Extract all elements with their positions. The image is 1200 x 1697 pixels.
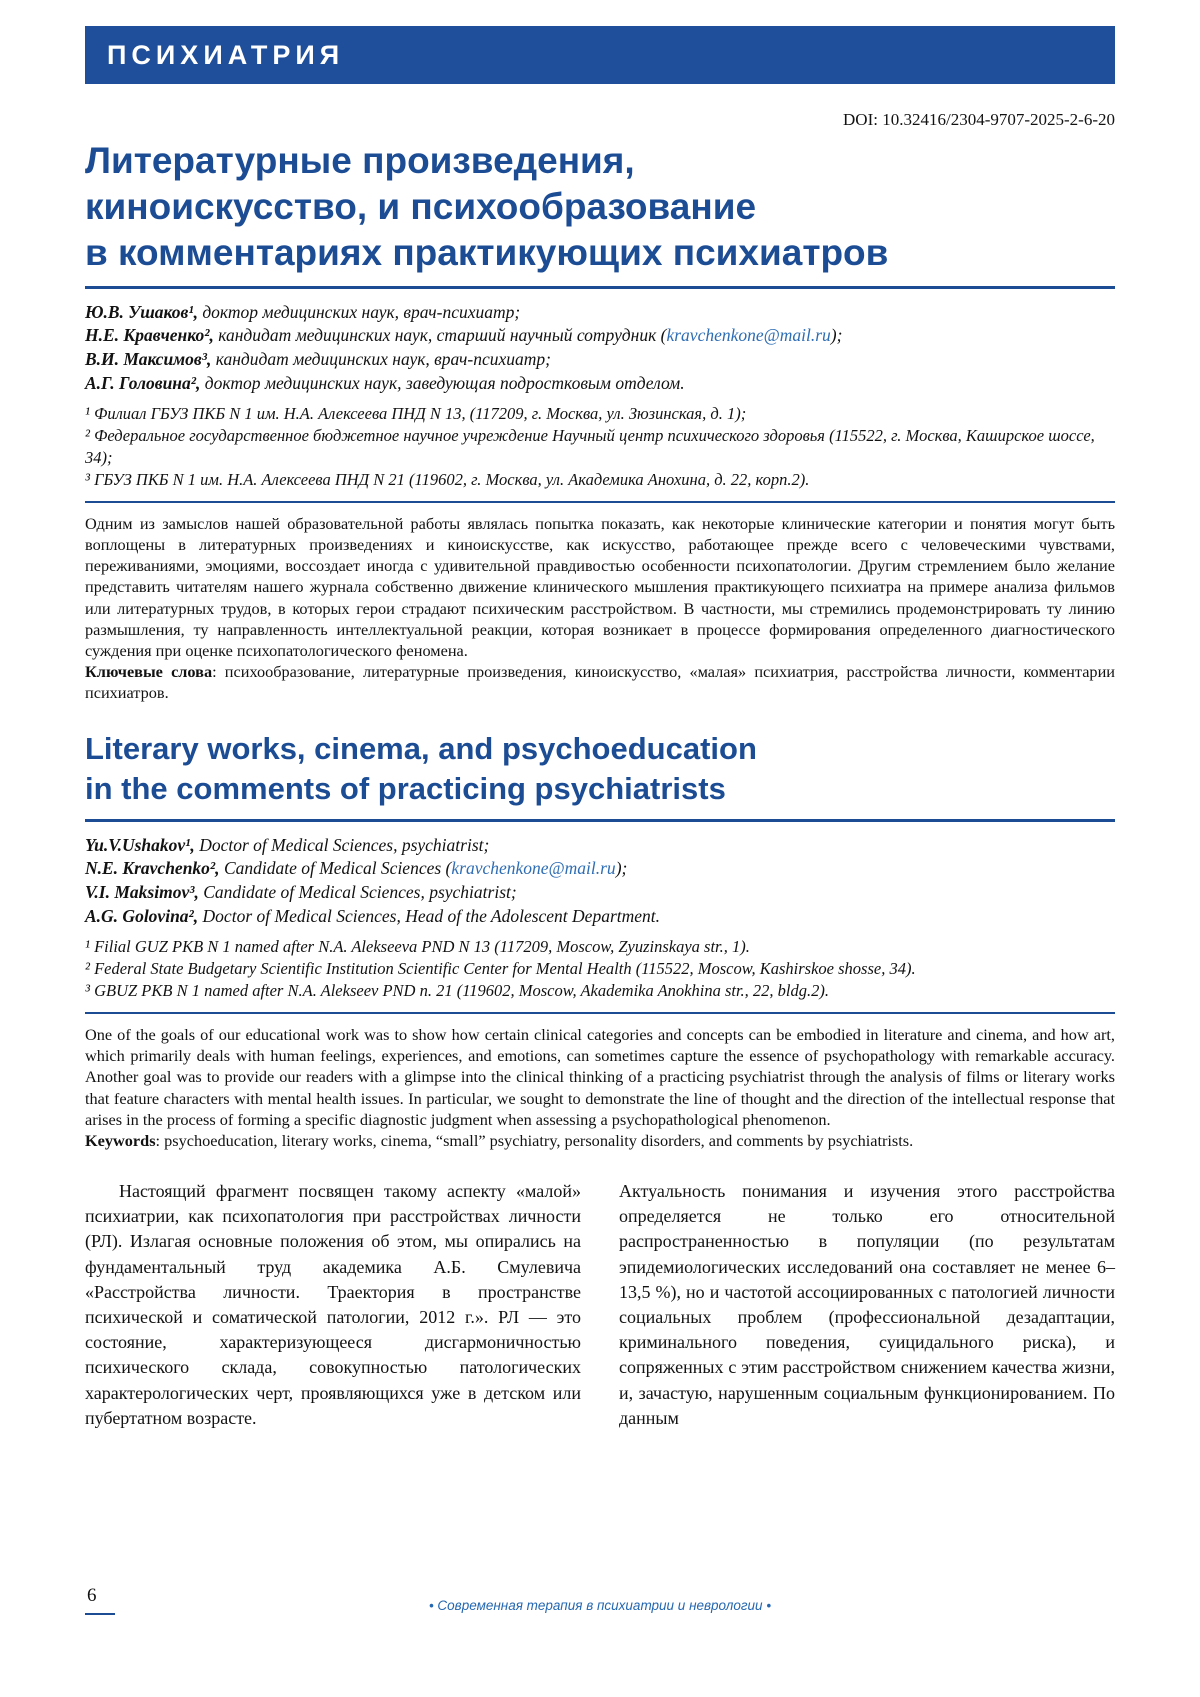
- author-role: Doctor of Medical Sciences, psychiatrist;: [194, 834, 490, 855]
- abstract-en: One of the goals of our educational work was to show how certain clinical categories and concepts can be embodied in literature and cinema, and how art, which primarily deals with human feelings, experiences, and emotions, can sometimes capture the essence of psychopathology with remarkable accuracy. Another goal was to provide our readers with a glimpse into the clinical thinking of a practicing psychiatrist through the analysis of films or literary works that feature characters with mental health issues. In particular, we sought to demonstrate the line of thought and the direction of the intellectual response that arises in the process of forming a specific diagnostic judgment when assessing a psychopathological phenomenon.: [85, 1025, 1115, 1129]
- affiliation-line: ¹ Filial GUZ PKB N 1 named after N.A. Alekseeva PND N 13 (117209, Moscow, Zyuzinskaya str., 1).: [85, 937, 750, 957]
- body-column-left: [85, 1179, 581, 1431]
- body-text: [85, 1179, 1115, 1431]
- author-line: [85, 348, 1115, 372]
- footer-left: [85, 1585, 155, 1615]
- affiliations-ru: [85, 403, 1115, 491]
- author-role: кандидат медицинских наук, врач-психиатр;: [211, 348, 551, 369]
- title-rule-ru: [85, 286, 1115, 289]
- authors-ru: [85, 301, 1115, 396]
- doi: DOI: 10.32416/2304-9707-2025-2-6-20: [843, 110, 1115, 129]
- page-number: 6: [85, 1585, 115, 1615]
- affiliation-line: ² Федеральное государственное бюджетное научное учреждение Научный центр психического здоровья (115522, г. Москва, Каширское шоссе, 34);: [85, 426, 1095, 467]
- author-role-after: );: [615, 858, 628, 879]
- author-name: А.Г. Головина²,: [85, 372, 201, 393]
- affiliation-line: ³ ГБУЗ ПКБ N 1 им. Н.А. Алексеева ПНД N 21 (119602, г. Москва, ул. Академика Анохина, д. 22, корп.2).: [85, 469, 810, 489]
- keywords-text-en: : psychoeducation, literary works, cinema, “small” psychiatry, personality disorders, and comments by psychiatrists.: [155, 1130, 914, 1150]
- affiliations-rule-ru: [85, 501, 1115, 503]
- section-label: ПСИХИАТРИЯ: [107, 39, 345, 70]
- keywords-text-ru: : психообразование, литературные произведения, киноискусство, «малая» психиатрия, расстройства личности, комментарии психиатров.: [85, 662, 1116, 703]
- author-line: [85, 372, 1115, 396]
- author-name: Yu.V.Ushakov¹,: [85, 834, 195, 855]
- author-role: кандидат медицинских наук, старший научный сотрудник (: [213, 325, 667, 346]
- title-en-line-1: Literary works, cinema, and psychoeducation: [85, 731, 757, 767]
- title-rule-en: [85, 819, 1115, 822]
- author-name: V.I. Maksimov³,: [85, 882, 199, 903]
- author-role: Doctor of Medical Sciences, Head of the Adolescent Department.: [198, 905, 661, 926]
- author-line: [85, 905, 1115, 929]
- section-band: [85, 26, 1115, 84]
- author-name: Н.Е. Кравченко²,: [85, 325, 214, 346]
- article-title-ru: [85, 138, 1115, 276]
- email-link[interactable]: kravchenkone@mail.ru: [666, 325, 831, 346]
- author-name: N.E. Kravchenko²,: [85, 858, 220, 879]
- title-ru-line-1: Литературные произведения,: [85, 140, 635, 181]
- journal-name: • Современная терапия в психиатрии и неврологии •: [428, 1598, 772, 1613]
- title-ru-line-3: в комментариях практикующих психиатров: [85, 231, 889, 273]
- author-line: [85, 881, 1115, 905]
- author-name: Ю.В. Ушаков¹,: [85, 301, 198, 322]
- affiliation-line: ¹ Филиал ГБУЗ ПКБ N 1 им. Н.А. Алексеева ПНД N 13, (117209, г. Москва, ул. Зюзинская, д. 1);: [85, 404, 747, 424]
- body-paragraph: Актуальность понимания и изучения этого расстройства определяется не только его относительной распространенностью в популяции (по результатам эпидемиологических исследований она составляет не менее 6–13,5 %), но и частотой ассоциированных с патологией личности социальных проблем (профессиональной дезадаптации, криминального поведения, суицидального риска), и сопряженных с этим расстройством снижением качества жизни, и, зачастую, нарушенным социальным функционированием. По данным: [619, 1181, 1115, 1428]
- body-column-right: [619, 1179, 1115, 1431]
- page-footer: [85, 1585, 1115, 1615]
- author-role: доктор медицинских наук, заведующая подростковым отделом.: [200, 372, 685, 393]
- title-ru-line-2: киноискусство, и психообразование: [85, 185, 757, 227]
- keywords-label-en: Keywords: [85, 1130, 156, 1150]
- title-en-line-2: in the comments of practicing psychiatrists: [85, 771, 726, 807]
- author-line: [85, 857, 1115, 881]
- affiliations-rule-en: [85, 1012, 1115, 1014]
- footer-center: [155, 1597, 1045, 1615]
- author-line: [85, 301, 1115, 325]
- abstract-ru: Одним из замыслов нашей образовательной работы являлась попытка показать, как некоторые клинические категории и понятия могут быть воплощены в литературных произведениях и киноискусстве, как искусство, работающее прежде всего с человеческими чувствами, переживаниями, эмоциями, воссоздает иногда с удивительной правдивостью особенности психопатологии. Другим стремлением было желание представить читателям нашего журнала собственно движение клинического мышления практикующего психиатра на примере анализа фильмов или литературных трудов, в которых герои страдают психическим расстройством. В частности, мы стремились продемонстрировать ту линию размышления, ту направленность интеллектуальной реакции, которая возникает в процессе формирования определенного диагностического суждения при оценке психопатологического феномена.: [85, 513, 1115, 660]
- author-name: В.И. Максимов³,: [85, 348, 212, 369]
- affiliation-line: ³ GBUZ PKB N 1 named after N.A. Alekseev PND n. 21 (119602, Moscow, Akademika Anokhina str., 22, bldg.2).: [85, 981, 829, 1001]
- body-paragraph: Настоящий фрагмент посвящен такому аспекту «малой» психиатрии, как психопатология при расстройствах личности (РЛ). Излагая основные положения об этом, мы опирались на фундаментальный труд академика А.Б. Смулевича «Расстройства личности. Траектория в пространстве психической и соматической патологии, 2012 г.». РЛ — это состояние, характеризующееся дисгармоничностью психического склада, совокупностью патологических характерологических черт, проявляющихся уже в детском или пубертатном возрасте.: [85, 1181, 581, 1428]
- author-name: A.G. Golovina²,: [85, 905, 199, 926]
- keywords-en: [85, 1130, 1115, 1151]
- author-line: [85, 324, 1115, 348]
- email-link[interactable]: kravchenkone@mail.ru: [451, 858, 616, 879]
- author-role: Candidate of Medical Sciences, psychiatrist;: [198, 882, 517, 903]
- keywords-label-ru: Ключевые слова: [85, 662, 213, 682]
- author-line: [85, 834, 1115, 858]
- keywords-ru: [85, 661, 1115, 703]
- article-title-en: [85, 729, 1115, 808]
- affiliation-line: ² Federal State Budgetary Scientific Institution Scientific Center for Mental Health (115522, Moscow, Kashirskoe shosse, 34).: [85, 959, 916, 979]
- affiliations-en: [85, 936, 1115, 1002]
- authors-en: [85, 834, 1115, 929]
- author-role-after: );: [830, 325, 843, 346]
- author-role: Candidate of Medical Sciences (: [219, 858, 452, 879]
- author-role: доктор медицинских наук, врач-психиатр;: [197, 301, 521, 322]
